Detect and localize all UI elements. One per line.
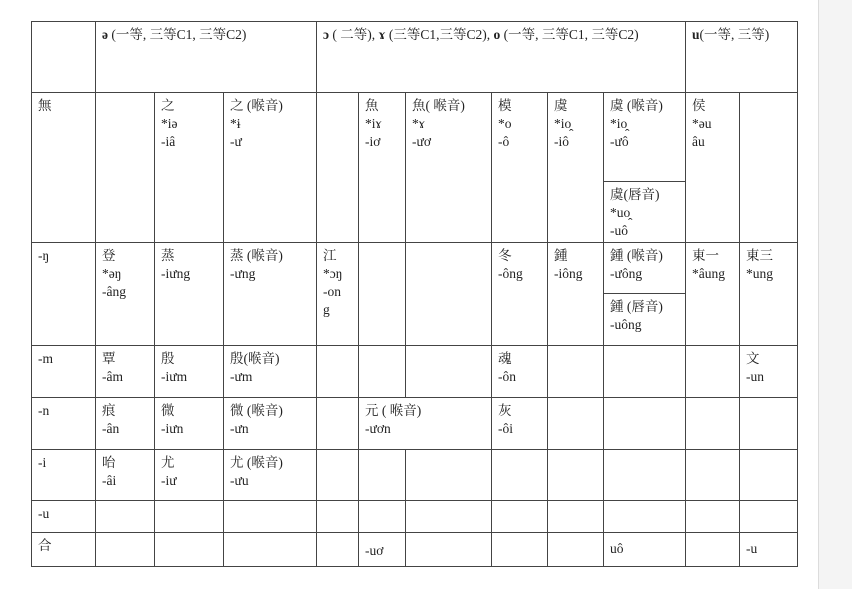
cell-he-u: -u bbox=[740, 533, 798, 567]
cell-empty bbox=[548, 398, 604, 450]
cell-empty bbox=[96, 93, 155, 243]
cell-mo: 模 *o -ô bbox=[492, 93, 548, 243]
header-cell-u: u(一等, 三等) bbox=[686, 22, 798, 93]
cell-empty bbox=[317, 501, 359, 533]
cell-empty bbox=[359, 450, 406, 501]
table-row-u bbox=[32, 501, 798, 533]
cell-zheng-guttural: 蒸 (喉音) -ưng bbox=[224, 243, 317, 346]
cell-zheng: 蒸 -iưng bbox=[155, 243, 224, 346]
cell-empty bbox=[604, 501, 686, 533]
row-label: -n bbox=[32, 398, 96, 450]
cell-empty bbox=[686, 450, 740, 501]
row-label: 無 bbox=[32, 93, 96, 243]
cell-dong3: 東三 *ung bbox=[740, 243, 798, 346]
cell-hou: 侯 *əu âu bbox=[686, 93, 740, 243]
row-label: -i bbox=[32, 450, 96, 501]
cell-yu: 魚 *iɤ -iơ bbox=[359, 93, 406, 243]
row-label: -m bbox=[32, 346, 96, 398]
row-label: -ŋ bbox=[32, 243, 96, 346]
cell-ha: 咍 -âi bbox=[96, 450, 155, 501]
cell-empty bbox=[740, 450, 798, 501]
cell-empty bbox=[548, 450, 604, 501]
cell-hui: 灰 -ôi bbox=[492, 398, 548, 450]
cell-empty bbox=[317, 398, 359, 450]
cell-empty bbox=[317, 346, 359, 398]
cell-empty bbox=[96, 501, 155, 533]
row-label: -u bbox=[32, 501, 96, 533]
cell-empty bbox=[96, 533, 155, 567]
cell-dong: 冬 -ông bbox=[492, 243, 548, 346]
cell-wei: 微 -iưn bbox=[155, 398, 224, 450]
cell-empty bbox=[686, 398, 740, 450]
table-row-m bbox=[32, 346, 798, 398]
table-row-wu bbox=[32, 93, 798, 182]
cell-he-uo2: uô bbox=[604, 533, 686, 567]
cell-wei-guttural: 微 (喉音) -ưn bbox=[224, 398, 317, 450]
cell-empty bbox=[492, 533, 548, 567]
cell-he-uo: -uơ bbox=[359, 533, 406, 567]
cell-zhong-guttural: 鍾 (喉音) -ưông bbox=[604, 243, 686, 294]
cell-zhong: 鍾 -iông bbox=[548, 243, 604, 346]
cell-empty bbox=[548, 533, 604, 567]
cell-wen: 文 -un bbox=[740, 346, 798, 398]
cell-empty bbox=[359, 346, 406, 398]
cell-empty bbox=[155, 501, 224, 533]
cell-empty bbox=[359, 501, 406, 533]
cell-empty bbox=[548, 346, 604, 398]
cell-empty bbox=[224, 501, 317, 533]
cell-yu2: 虞 *io̭ -iô bbox=[548, 93, 604, 243]
cell-you-guttural: 尤 (喉音) -ưu bbox=[224, 450, 317, 501]
cell-yu2-guttural: 虞 (喉音) *io̭ -ưô bbox=[604, 93, 686, 182]
cell-empty bbox=[740, 398, 798, 450]
cell-zhong-labial: 鍾 (唇音) -uông bbox=[604, 294, 686, 346]
cell-zhi: 之 *iə -iâ bbox=[155, 93, 224, 243]
cell-empty bbox=[406, 450, 492, 501]
cell-empty bbox=[317, 93, 359, 243]
cell-empty bbox=[406, 346, 492, 398]
cell-empty bbox=[604, 346, 686, 398]
cell-hun: 魂 -ôn bbox=[492, 346, 548, 398]
cell-tan: 覃 -âm bbox=[96, 346, 155, 398]
header-cell-open-o: ɔ ( 二等), ɤ (三等C1,三等C2), o (一等, 三等C1, 三等C2) bbox=[317, 22, 686, 93]
rhyme-table bbox=[31, 21, 798, 567]
cell-empty bbox=[740, 93, 798, 243]
cell-empty bbox=[224, 533, 317, 567]
cell-yu2-labial: 虞(唇音) *uo̭ -uô bbox=[604, 182, 686, 243]
cell-hen: 痕 -ân bbox=[96, 398, 155, 450]
cell-yuan: 元 ( 喉音) -ươn bbox=[359, 398, 492, 450]
cell-empty bbox=[740, 501, 798, 533]
cell-dong1: 東一 *âung bbox=[686, 243, 740, 346]
table-row-n bbox=[32, 398, 798, 450]
cell-empty bbox=[155, 533, 224, 567]
header-cell-schwa: ə (一等, 三等C1, 三等C2) bbox=[96, 22, 317, 93]
cell-empty bbox=[406, 243, 492, 346]
cell-empty bbox=[604, 450, 686, 501]
table-row-i bbox=[32, 450, 798, 501]
cell-zhi-guttural: 之 (喉音) *ɨ -ư bbox=[224, 93, 317, 243]
cell-empty bbox=[317, 450, 359, 501]
cell-empty bbox=[548, 501, 604, 533]
cell-empty bbox=[317, 533, 359, 567]
cell-empty bbox=[492, 501, 548, 533]
table-row-he bbox=[32, 533, 798, 567]
table-row-ng bbox=[32, 243, 798, 294]
table-row-header bbox=[32, 22, 798, 93]
cell-you: 尤 -iư bbox=[155, 450, 224, 501]
cell-empty bbox=[406, 533, 492, 567]
cell-empty bbox=[686, 501, 740, 533]
cell-empty bbox=[406, 501, 492, 533]
vertical-scrollbar[interactable] bbox=[819, 0, 852, 589]
cell-jiang: 江 *ɔŋ -on g bbox=[317, 243, 359, 346]
cell-yin: 殷 -iưm bbox=[155, 346, 224, 398]
cell-yin-guttural: 殷(喉音) -ưm bbox=[224, 346, 317, 398]
cell-empty bbox=[359, 243, 406, 346]
cell-deng: 登 *əŋ -âng bbox=[96, 243, 155, 346]
cell-empty bbox=[492, 450, 548, 501]
cell-empty bbox=[686, 346, 740, 398]
row-label: 合 bbox=[32, 533, 96, 567]
cell-yu-guttural: 魚( 喉音) *ɤ -ươ bbox=[406, 93, 492, 243]
cell-empty bbox=[604, 398, 686, 450]
cell-empty bbox=[686, 533, 740, 567]
header-corner-cell bbox=[32, 22, 96, 93]
